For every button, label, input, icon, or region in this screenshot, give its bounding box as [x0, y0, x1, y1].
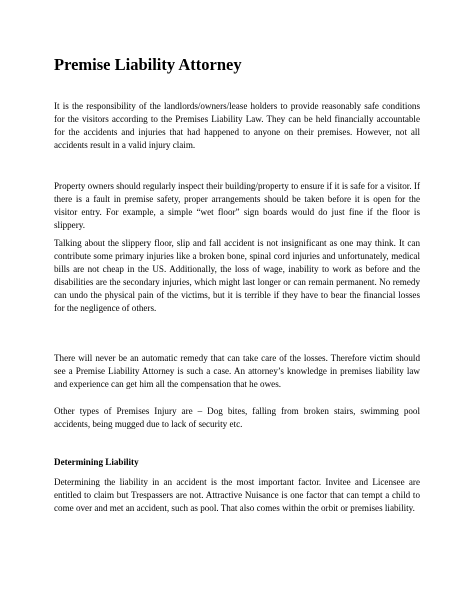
paragraph-liability: Determining the liability in an accident is the most important factor. Invitee and Licensee are entitled to claim but Trespassers are not. Attractive Nuisance is one factor that can tempt a child to come over and met an accident, such as pool. That also comes within the orbit or premises liability.	[54, 477, 420, 514]
section-heading: Determining Liability	[54, 457, 139, 467]
page-title: Premise Liability Attorney	[54, 55, 242, 74]
paragraph-inspection: Property owners should regularly inspect their building/property to ensure if it is safe for a visitor. If there is a fault in premise safety, proper arrangements should be taken before it is open for the visitor entry. For example, a simple “wet floor” sign boards would do just fine if the floor is slippery.	[54, 181, 420, 231]
paragraph-responsibility: It is the responsibility of the landlords/owners/lease holders to provide reasonably safe conditions for the visitors according to the Premises Liability Law. They can be held financially accountable for the accidents and injuries that had happened to anyone on their premises. However, not all accidents result in a valid injury claim.	[54, 101, 420, 151]
paragraph-slippery-floor: Talking about the slippery floor, slip and fall accident is not insignificant as one may think. It can contribute some primary injuries like a broken bone, spinal cord injuries and unfortunately, medical bills are not cheap in the US. Additionally, the loss of wage, inability to work as before and the disabilities are the secondary injuries, which might last longer or can remain permanent. No remedy can undo the physical pain of the victims, but it is terrible if they have to bear the financial losses for the negligence of others.	[54, 238, 420, 314]
paragraph-remedy: There will never be an automatic remedy that can take care of the losses. Therefore victim should see a Premise Liability Attorney is such a case. An attorney’s knowledge in premises liability law and experience can get him all the compensation that he owes.	[54, 353, 420, 390]
paragraph-injury-types: Other types of Premises Injury are – Dog bites, falling from broken stairs, swimming pool accidents, being mugged due to lack of security etc.	[54, 406, 420, 430]
